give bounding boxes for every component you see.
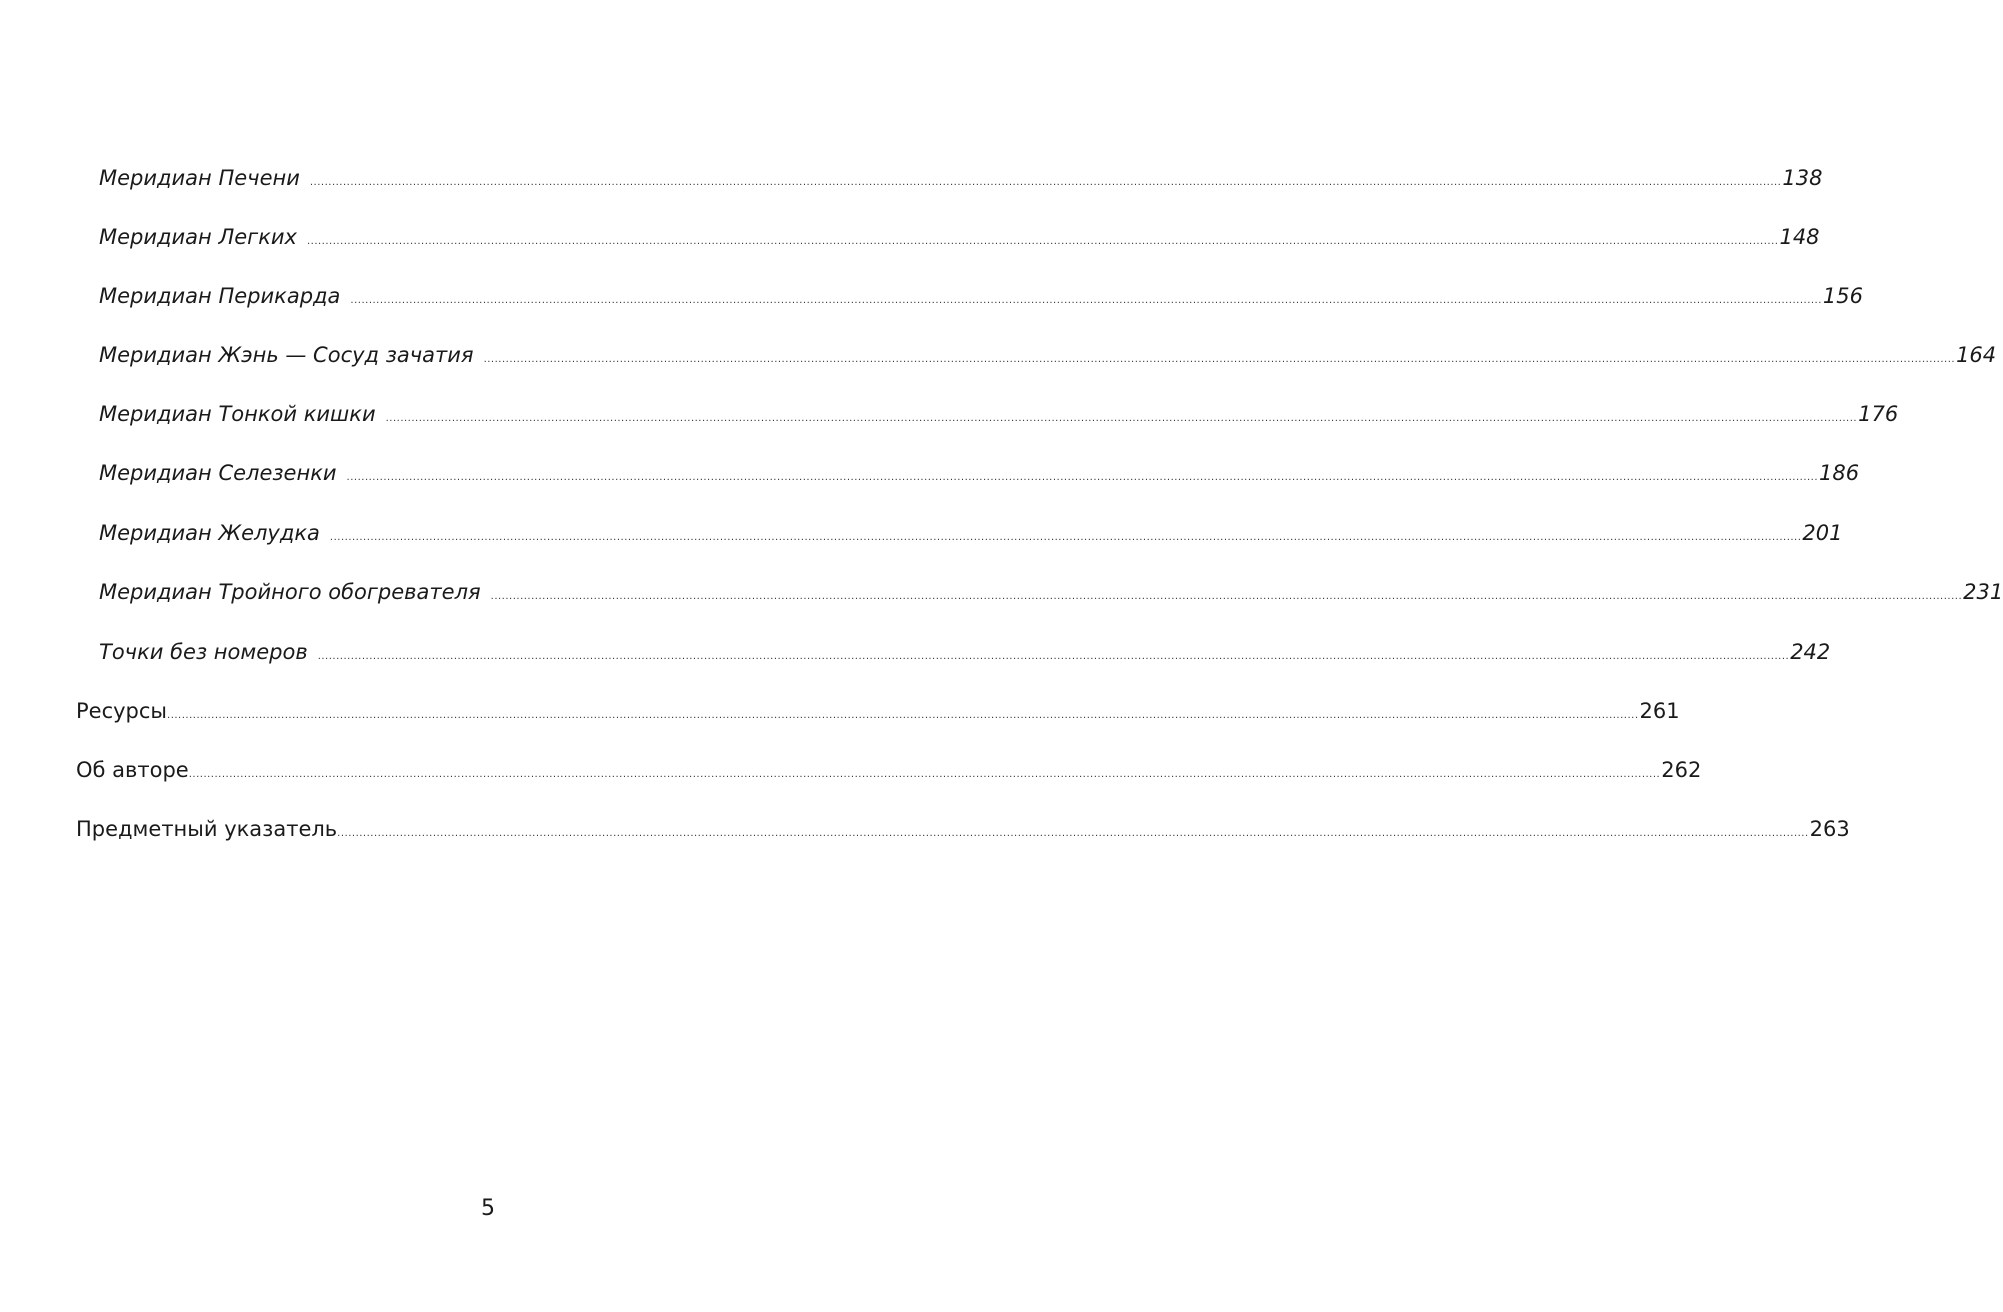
dot-leader: ................................................................................................................................................................................................................................................................................................................................................................................................................ (483, 354, 1956, 365)
toc-entry-page: 138 (1782, 166, 1823, 190)
toc-entry-title: Предметный указатель (76, 817, 338, 841)
toc-entry-page: 263 (1809, 817, 1850, 841)
toc-entry[interactable] (76, 694, 1680, 728)
toc-entry-page: 176 (1858, 402, 1899, 426)
toc-entry[interactable] (99, 635, 1831, 669)
dot-leader: ................................................................................................................................................................................................................................................................................................................................................................................................................ (350, 295, 1822, 306)
toc-entry-page: 156 (1822, 284, 1863, 308)
toc-entry[interactable] (99, 575, 2003, 609)
toc-entry-page: 231 (1963, 580, 2003, 604)
toc-entry[interactable] (99, 161, 1823, 195)
dot-leader: ................................................................................................................................................................................................................................................................................................................................................................................................................ (337, 828, 1809, 839)
toc-entry-title: Об авторе (76, 758, 189, 782)
dot-leader: ................................................................................................................................................................................................................................................................................................................................................................................................................ (490, 591, 1963, 602)
dot-leader: ................................................................................................................................................................................................................................................................................................................................................................................................................ (188, 769, 1661, 780)
dot-leader: ................................................................................................................................................................................................................................................................................................................................................................................................................ (346, 472, 1819, 483)
page-number: 5 (481, 1196, 495, 1221)
toc-entry-page: 148 (1779, 225, 1820, 249)
toc-entry[interactable] (99, 456, 1860, 490)
toc-entry-title: Меридиан Тонкой кишки (99, 402, 376, 426)
toc-entry-title: Меридиан Жэнь — Сосуд зачатия (99, 343, 474, 367)
toc-entry-title: Меридиан Тройного обогревателя (99, 580, 481, 604)
toc-entry[interactable] (99, 516, 1843, 550)
toc-entry-page: 164 (1956, 343, 1997, 367)
toc-entry-title: Ресурсы (76, 699, 168, 723)
toc-entry-title: Меридиан Легких (99, 225, 297, 249)
dot-leader: ................................................................................................................................................................................................................................................................................................................................................................................................................ (329, 532, 1802, 543)
toc-entry[interactable] (99, 279, 1863, 313)
dot-leader: ................................................................................................................................................................................................................................................................................................................................................................................................................ (385, 413, 1858, 424)
toc-entry-page: 262 (1661, 758, 1702, 782)
toc-entry-page: 201 (1802, 521, 1843, 545)
toc-entry[interactable] (99, 397, 1899, 431)
toc-entry-title: Меридиан Селезенки (99, 461, 337, 485)
toc-entry-title: Точки без номеров (99, 640, 308, 664)
toc-entry-title: Меридиан Печени (99, 166, 300, 190)
toc-entry-page: 242 (1790, 640, 1831, 664)
dot-leader: ................................................................................................................................................................................................................................................................................................................................................................................................................ (309, 177, 1782, 188)
toc-entry-title: Меридиан Перикарда (99, 284, 341, 308)
toc-entry-page: 186 (1819, 461, 1860, 485)
toc-entry[interactable] (99, 220, 1820, 254)
toc-entry[interactable] (76, 812, 1850, 846)
dot-leader: ................................................................................................................................................................................................................................................................................................................................................................................................................ (306, 236, 1779, 247)
dot-leader: ................................................................................................................................................................................................................................................................................................................................................................................................................ (317, 651, 1790, 662)
toc-entry[interactable] (76, 753, 1702, 787)
dot-leader: ................................................................................................................................................................................................................................................................................................................................................................................................................ (167, 710, 1639, 721)
toc-entry-title: Меридиан Желудка (99, 521, 320, 545)
toc-entry[interactable] (99, 338, 1997, 372)
toc-entry-page: 261 (1639, 699, 1680, 723)
